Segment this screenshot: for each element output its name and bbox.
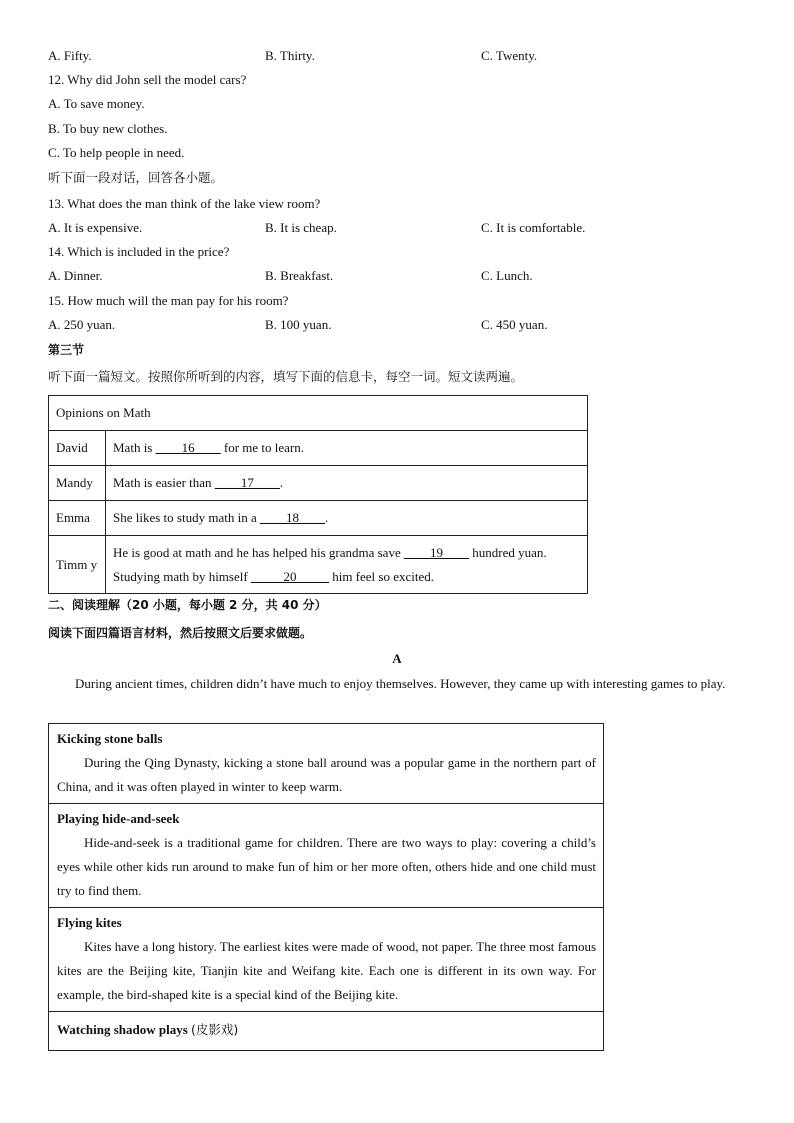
- opinion-text: Math is easier than: [113, 475, 215, 490]
- option-b: B. To buy new clothes.: [48, 121, 168, 136]
- table-row: [49, 466, 588, 501]
- answer-blank: ____16____: [155, 440, 221, 455]
- opinion-text: .: [279, 475, 284, 490]
- question-15: 15. How much will the man pay for his room?: [48, 293, 289, 308]
- student-name: Emma: [49, 501, 106, 536]
- answer-blank: ____18____: [259, 510, 325, 525]
- game-description: Hide-and-seek is a traditional game for children. There are two ways to play: covering a child’s eyes while other kids run around to make fun of him or her more often, others hide and one child must try to find them.: [57, 835, 596, 898]
- games-table: [48, 723, 604, 1051]
- option-b: B. Breakfast.: [265, 268, 334, 283]
- opinion-text: hundred yuan.: [468, 544, 547, 560]
- question-12: 12. Why did John sell the model cars?: [48, 72, 247, 87]
- q15-options: [48, 317, 748, 333]
- student-name: Mandy: [49, 466, 106, 501]
- section-title: 第三节: [48, 343, 85, 357]
- option-b: B. It is cheap.: [265, 220, 337, 235]
- table-row: [49, 804, 604, 908]
- option-b: B. Thirty.: [265, 48, 315, 63]
- option-a: A. Dinner.: [48, 268, 103, 283]
- q14-options: [48, 268, 748, 284]
- option-a: A. Fifty.: [48, 48, 92, 63]
- opinion-text: Studying math by himself: [113, 568, 251, 584]
- option-c: C. Lunch.: [481, 268, 533, 283]
- opinion-text: She likes to study math in a: [113, 510, 260, 525]
- answer-blank: _____20_____: [250, 568, 329, 584]
- option-c: C. Twenty.: [481, 48, 538, 63]
- info-card-title: Opinions on Math: [49, 396, 588, 431]
- dialogue-instruction: 听下面一段对话，回答各小题。: [48, 170, 224, 185]
- table-row: [49, 1012, 604, 1051]
- section-instruction: 听下面一篇短文。按照你所听到的内容，填写下面的信息卡，每空一词。短文读两遍。: [48, 369, 524, 384]
- game-cell: [49, 724, 604, 804]
- game-title: Kicking stone balls: [57, 731, 163, 746]
- table-row: [49, 501, 588, 536]
- answer-blank: ____19____: [403, 544, 469, 560]
- passage-intro: During ancient times, children didn’t have much to enjoy themselves. However, they came up with interesting games to play.: [75, 676, 726, 691]
- option-b: B. 100 yuan.: [265, 317, 332, 332]
- opinion-cell: [106, 431, 588, 466]
- table-header-row: [49, 396, 588, 431]
- opinion-text: him feel so excited.: [328, 568, 435, 584]
- option-a: A. To save money.: [48, 96, 145, 111]
- game-description: During the Qing Dynasty, kicking a stone ball around was a popular game in the northern part of China, and it was often played in winter to keep warm.: [57, 755, 596, 794]
- part-heading: 二、阅读理解（20 小题，每小题 2 分，共 40 分）: [48, 598, 327, 612]
- part-instruction: 阅读下面四篇语言材料，然后按照文后要求做题。: [48, 626, 313, 640]
- option-a: A. It is expensive.: [48, 220, 143, 235]
- game-title: Watching shadow plays: [57, 1022, 188, 1037]
- passage-label: A: [392, 651, 402, 666]
- game-cell: [49, 908, 604, 1012]
- table-row: [49, 536, 588, 594]
- opinion-text: .: [324, 510, 329, 525]
- student-name: Timm y: [49, 536, 106, 594]
- game-cell: [49, 1012, 604, 1051]
- info-card-table: [48, 395, 588, 594]
- opinion-cell: [106, 536, 588, 594]
- option-a: A. 250 yuan.: [48, 317, 116, 332]
- student-name: David: [49, 431, 106, 466]
- question-13: 13. What does the man think of the lake view room?: [48, 196, 321, 211]
- question-14: 14. Which is included in the price?: [48, 244, 230, 259]
- option-c: C. 450 yuan.: [481, 317, 548, 332]
- game-title: Playing hide-and-seek: [57, 811, 180, 826]
- game-cell: [49, 804, 604, 908]
- q13-options: [48, 220, 748, 236]
- answer-blank: ____17____: [214, 475, 280, 490]
- q11-options: [48, 48, 748, 64]
- opinion-text: for me to learn.: [220, 440, 305, 455]
- table-row: [49, 431, 588, 466]
- opinion-text: He is good at math and he has helped his grandma save: [113, 544, 404, 560]
- opinion-text: Math is: [113, 440, 156, 455]
- game-description: Kites have a long history. The earliest kites were made of wood, not paper. The three most famous kites are the Beijing kite, Tianjin kite and Weifang kite. Each one is different in its own way. For example, the bird-shaped kite is a special kind of the Beijing kite.: [57, 939, 596, 1002]
- game-title-chinese: (皮影戏): [191, 1022, 239, 1037]
- option-c: C. To help people in need.: [48, 145, 185, 160]
- opinion-cell: [106, 466, 588, 501]
- game-title: Flying kites: [57, 915, 122, 930]
- table-row: [49, 724, 604, 804]
- option-c: C. It is comfortable.: [481, 220, 586, 235]
- table-row: [49, 908, 604, 1012]
- opinion-cell: [106, 501, 588, 536]
